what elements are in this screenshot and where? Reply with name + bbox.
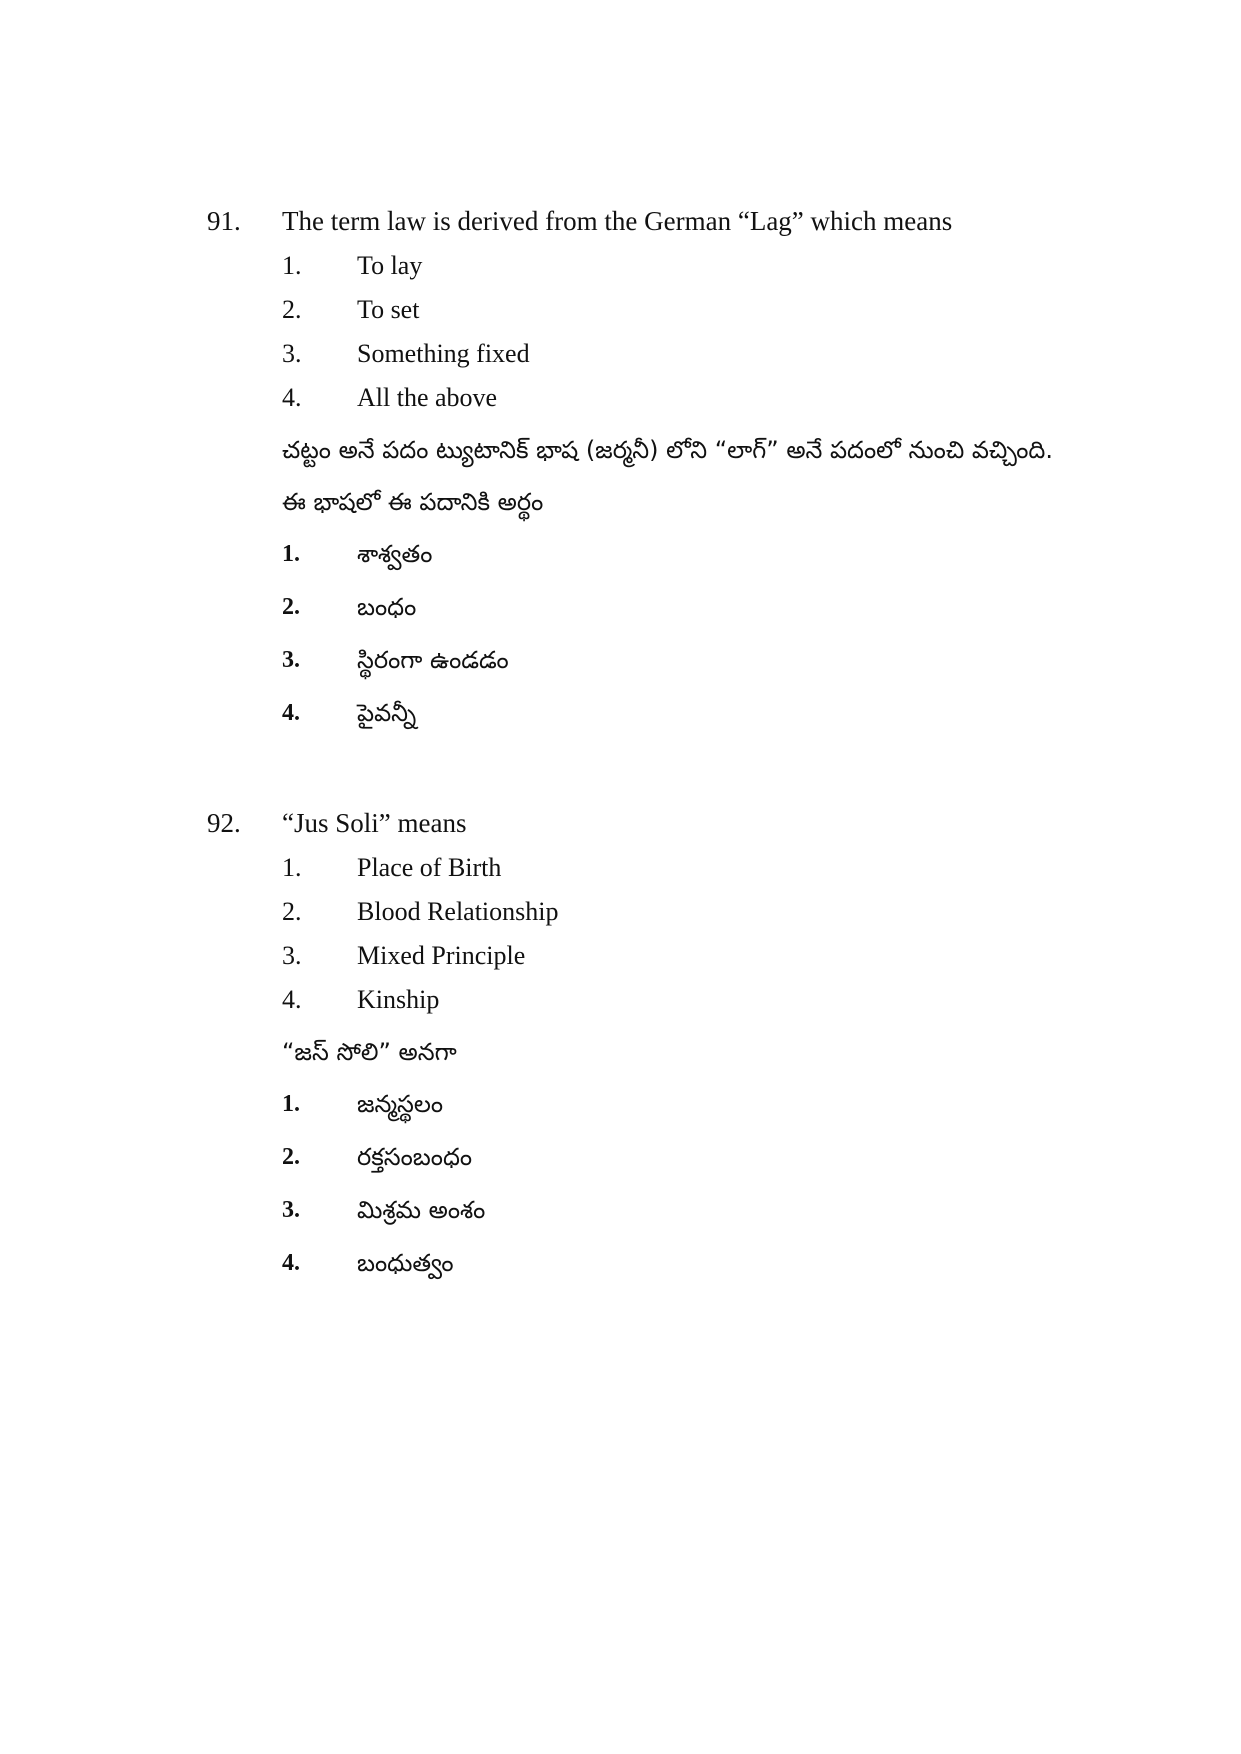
telugu-question-text: చట్టం అనే పదం ట్యుటానిక్ భాష (జర్మనీ) లోని “లాగ్” అనే పదంలో నుంచి వచ్చింది. ఈ భాషలో ఈ పదానికి అర్థం: [282, 436, 1053, 516]
option-number: 3.: [282, 1197, 300, 1223]
option-text: శాశ్వతం: [357, 540, 433, 568]
telugu-option-item: [207, 1184, 1167, 1237]
option-text: Mixed Principle: [357, 941, 526, 970]
english-options: [207, 846, 1167, 1022]
option-number: 3.: [282, 647, 300, 673]
option-number: 4.: [282, 700, 300, 726]
option-text: Blood Relationship: [357, 897, 559, 926]
option-text: పైవన్నీ: [357, 699, 417, 727]
option-number: 2.: [282, 295, 302, 324]
option-item: [207, 288, 1167, 332]
option-number: 3.: [282, 941, 302, 970]
option-number: 4.: [282, 383, 302, 412]
option-text: మిశ్రమ అంశం: [357, 1196, 486, 1224]
question-number: 92.: [207, 808, 241, 838]
question-91: [207, 198, 1167, 740]
telugu-question-text: “జస్ సోలి” అనగా: [282, 1038, 457, 1066]
telugu-option-item: [207, 634, 1167, 687]
telugu-option-item: [207, 687, 1167, 740]
option-number: 2.: [282, 1144, 300, 1170]
option-number: 3.: [282, 339, 302, 368]
option-item: [207, 244, 1167, 288]
telugu-option-item: [207, 1078, 1167, 1131]
option-number: 1.: [282, 1091, 300, 1117]
option-item: [207, 376, 1167, 420]
telugu-option-item: [207, 1237, 1167, 1290]
question-text: “Jus Soli” means: [282, 808, 467, 838]
option-number: 2.: [282, 594, 300, 620]
option-item: [207, 934, 1167, 978]
option-text: All the above: [357, 383, 498, 412]
telugu-options: [207, 528, 1167, 740]
option-text: Kinship: [357, 985, 440, 1014]
question-92: [207, 800, 1167, 1290]
option-text: బంధుత్వం: [357, 1249, 454, 1277]
option-text: బంధం: [357, 593, 417, 621]
option-text: స్థిరంగా ఉండడం: [357, 646, 509, 674]
telugu-option-item: [207, 581, 1167, 634]
telugu-option-item: [207, 1131, 1167, 1184]
option-number: 1.: [282, 251, 302, 280]
option-number: 4.: [282, 1250, 300, 1276]
option-text: Place of Birth: [357, 853, 502, 882]
question-stem: [207, 198, 1167, 244]
option-item: [207, 978, 1167, 1022]
option-number: 2.: [282, 897, 302, 926]
option-number: 1.: [282, 853, 302, 882]
option-number: 1.: [282, 541, 300, 567]
telugu-option-item: [207, 528, 1167, 581]
option-item: [207, 890, 1167, 934]
option-text: Something fixed: [357, 339, 530, 368]
option-number: 4.: [282, 985, 302, 1014]
question-text: The term law is derived from the German “Lag” which means: [282, 206, 953, 236]
option-item: [207, 332, 1167, 376]
option-text: రక్తసంబంధం: [357, 1143, 473, 1171]
option-text: జన్మస్థలం: [357, 1090, 444, 1118]
telugu-options: [207, 1078, 1167, 1290]
option-text: To set: [357, 295, 420, 324]
question-stem: [207, 800, 1167, 846]
option-text: To lay: [357, 251, 423, 280]
question-number: 91.: [207, 206, 241, 236]
english-options: [207, 244, 1167, 420]
option-item: [207, 846, 1167, 890]
